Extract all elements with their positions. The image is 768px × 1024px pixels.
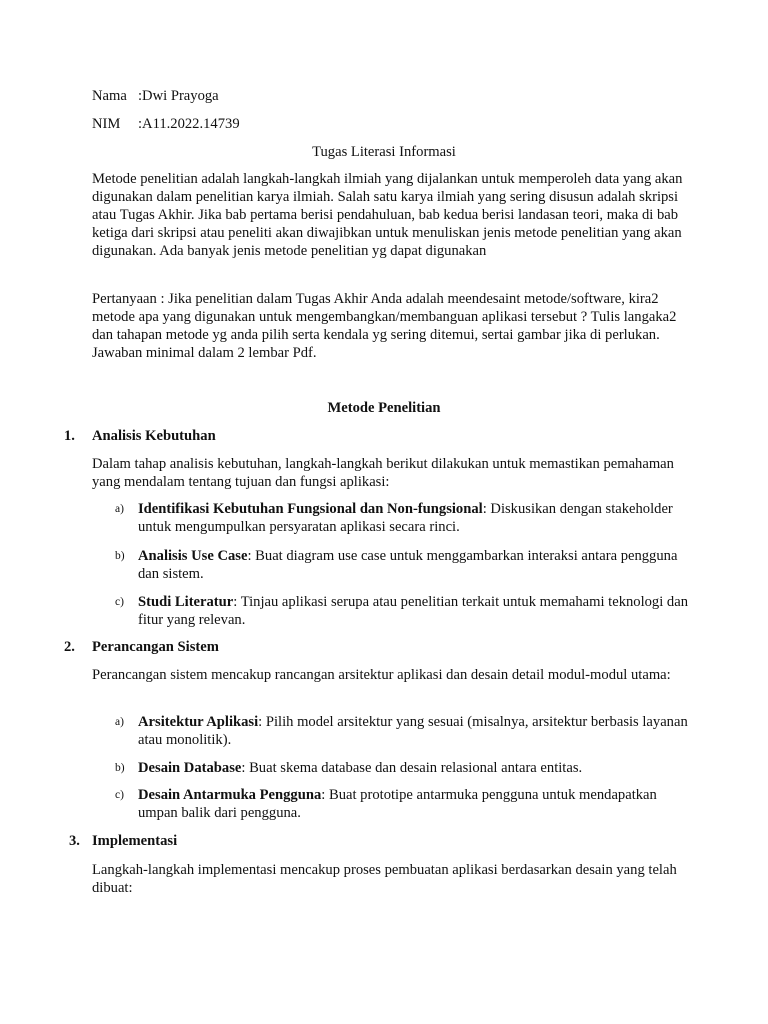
section-description: Langkah-langkah implementasi mencakup proses pembuatan aplikasi berdasarkan desain yang telah dibuat: [92, 862, 677, 896]
section-title: Metode Penelitian [327, 400, 441, 416]
document-title: Tugas Literasi Informasi [312, 144, 456, 160]
section-heading: Analisis Kebutuhan [92, 428, 216, 444]
item-marker: a) [115, 716, 124, 728]
item-marker: b) [115, 550, 125, 562]
list-item [138, 547, 698, 583]
nim-value: :A11.2022.14739 [138, 116, 240, 132]
item-term: Desain Database [138, 760, 242, 776]
item-term: Identifikasi Kebutuhan Fungsional dan Non-fungsional [138, 501, 483, 517]
item-term: Studi Literatur [138, 594, 234, 610]
item-text: : Diskusikan dengan stakeholder untuk mengumpulkan persyaratan aplikasi secara rinci. [138, 501, 673, 535]
item-text: : Pilih model arsitektur yang sesuai (misalnya, arsitektur berbasis layanan atau monolitik). [138, 714, 688, 748]
item-marker: c) [115, 596, 124, 608]
item-text: : Buat diagram use case untuk menggambarkan interaksi antara pengguna dan sistem. [138, 548, 678, 582]
section-description: Perancangan sistem mencakup rancangan arsitektur aplikasi dan desain detail modul-modul utama: [92, 667, 671, 683]
section-description: Dalam tahap analisis kebutuhan, langkah-langkah berikut dilakukan untuk memastikan pemahaman yang mendalam tentang tujuan dan fungsi aplikasi: [92, 456, 674, 490]
section-heading: Implementasi [92, 833, 178, 849]
item-marker: a) [115, 503, 124, 515]
question-paragraph: Pertanyaan : Jika penelitian dalam Tugas Akhir Anda adalah meendesaint metode/software, kira2 metode apa yang digunakan untuk mengembangkan/membanguan aplikasi tersebut ? Tulis langaka2 dan tahapan metode yg anda pilih serta kendala yg sering ditemui, sertai gambar jika di perlukan. Jawaban minimal dalam 2 lembar Pdf. [92, 291, 677, 361]
section-number: 3. [69, 833, 80, 849]
list-item [138, 786, 698, 822]
item-text: : Buat prototipe antarmuka pengguna untuk mendapatkan umpan balik dari pengguna. [138, 787, 657, 821]
list-item [138, 593, 698, 629]
section-heading: Perancangan Sistem [92, 639, 219, 655]
section-number: 1. [64, 428, 75, 444]
list-item [138, 759, 698, 777]
item-term: Analisis Use Case [138, 548, 248, 564]
item-term: Arsitektur Aplikasi [138, 714, 259, 730]
item-marker: c) [115, 789, 124, 801]
intro-paragraph: Metode penelitian adalah langkah-langkah ilmiah yang dijalankan untuk memperoleh data yang akan digunakan dalam penelitian karya ilmiah. Salah satu karya ilmiah yang sering disusun adalah skripsi atau Tugas Akhir. Jika bab pertama berisi pendahuluan, bab kedua berisi landasan teori, maka di bab ketiga dari skripsi atau peneliti akan diwajibkan untuk menuliskan jenis metode penelitian yang akan digunakan. Ada banyak jenis metode penelitian yg dapat digunakan [92, 171, 683, 259]
section-number: 2. [64, 639, 75, 655]
item-term: Desain Antarmuka Pengguna [138, 787, 322, 803]
item-text: : Tinjau aplikasi serupa atau penelitian terkait untuk memahami teknologi dan fitur yang relevan. [138, 594, 689, 628]
item-marker: b) [115, 762, 125, 774]
name-value: :Dwi Prayoga [138, 88, 219, 104]
list-item [138, 500, 698, 536]
list-item [138, 713, 698, 749]
item-text: : Buat skema database dan desain relasional antara entitas. [241, 760, 583, 776]
nim-label: NIM [92, 116, 121, 132]
name-label: Nama [92, 88, 127, 104]
